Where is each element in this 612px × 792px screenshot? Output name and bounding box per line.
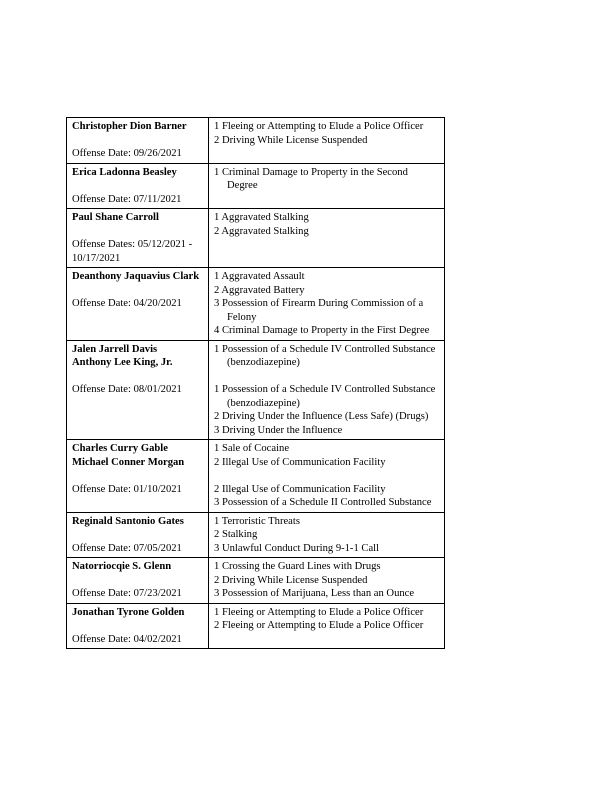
charge-line: 1 Terroristic Threats (214, 515, 300, 527)
charge-line: 1 Fleeing or Attempting to Elude a Police Officer (214, 606, 424, 618)
case-row (67, 118, 445, 164)
defendant-name: Deanthony Jaquavius Clark (72, 271, 200, 282)
charge-line: 1 Aggravated Stalking (214, 212, 309, 223)
charge-line: 2 Driving While License Suspended (214, 134, 368, 146)
charge-line: 2 Illegal Use of Communication Facility (214, 456, 386, 468)
defendant-cell (67, 209, 209, 268)
defendant-name: Michael Conner Morgan (72, 456, 185, 468)
case-row (67, 558, 445, 604)
defendant-name: Jonathan Tyrone Golden (72, 606, 185, 618)
case-row (67, 603, 445, 649)
charge-line: 3 Driving Under the Influence (214, 424, 343, 436)
offense-date: Offense Date: 07/11/2021 (72, 193, 182, 205)
defendant-cell (67, 558, 209, 604)
defendant-cell (67, 118, 209, 164)
case-row (67, 268, 445, 341)
defendant-name: Charles Curry Gable (72, 443, 168, 454)
charge-line: 3 Possession of a Schedule II Controlled Substance (214, 497, 432, 508)
charge-line: 1 Fleeing or Attempting to Elude a Police Officer (214, 121, 424, 132)
case-row (67, 440, 445, 513)
offense-date: Offense Date: 08/01/2021 (72, 384, 182, 395)
defendant-name: Anthony Lee King, Jr. (72, 357, 173, 368)
case-row (67, 340, 445, 440)
charge-line: 2 Stalking (214, 529, 258, 540)
charge-line: 1 Aggravated Assault (214, 271, 305, 282)
charge-line: 3 Possession of Firearm During Commission of a Felony (214, 298, 424, 323)
case-row (67, 512, 445, 558)
charge-line: 1 Possession of a Schedule IV Controlled Substance (benzodiazepine) (214, 343, 436, 368)
offense-date: Offense Date: 09/26/2021 (72, 148, 182, 159)
charge-line: 2 Driving While License Suspended (214, 574, 368, 586)
defendant-name: Natorriocqie S. Glenn (72, 561, 172, 572)
charge-line: 3 Possession of Marijuana, Less than an Ounce (214, 588, 415, 599)
charges-cell (209, 268, 445, 341)
offense-date: Offense Date: 07/05/2021 (72, 542, 182, 554)
charge-line: 1 Criminal Damage to Property in the Second Degree (214, 166, 408, 191)
charges-cell (209, 118, 445, 164)
group-spacer (214, 370, 440, 384)
defendant-name: Erica Ladonna Beasley (72, 166, 177, 178)
offense-date: Offense Date: 01/10/2021 (72, 483, 182, 495)
defendant-cell (67, 163, 209, 209)
charges-cell (209, 163, 445, 209)
charge-line: 1 Possession of a Schedule IV Controlled Substance (benzodiazepine) (214, 384, 436, 409)
defendant-name: Jalen Jarrell Davis (72, 343, 158, 355)
charge-line: 4 Criminal Damage to Property in the First Degree (214, 325, 430, 336)
defendant-cell (67, 440, 209, 513)
defendant-cell (67, 340, 209, 440)
case-row (67, 209, 445, 268)
charge-line: 2 Fleeing or Attempting to Elude a Police Officer (214, 620, 424, 631)
defendant-cell (67, 268, 209, 341)
defendant-cell (67, 603, 209, 649)
charge-line: 2 Aggravated Stalking (214, 225, 309, 237)
charges-cell (209, 209, 445, 268)
charges-table-body (67, 118, 445, 649)
defendant-name: Reginald Santonio Gates (72, 515, 184, 527)
offense-date: Offense Date: 04/02/2021 (72, 633, 182, 645)
charge-line: 2 Driving Under the Influence (Less Safe) (Drugs) (214, 411, 429, 422)
charge-line: 1 Crossing the Guard Lines with Drugs (214, 561, 381, 572)
defendant-name: Christopher Dion Barner (72, 121, 187, 132)
group-spacer (214, 469, 440, 483)
charges-cell (209, 558, 445, 604)
offense-date: Offense Dates: 05/12/2021 - 10/17/2021 (72, 239, 193, 264)
offense-date: Offense Date: 04/20/2021 (72, 298, 182, 309)
charges-cell (209, 440, 445, 513)
offense-date: Offense Date: 07/23/2021 (72, 588, 182, 599)
charge-line: 1 Sale of Cocaine (214, 443, 290, 454)
charges-cell (209, 340, 445, 440)
charges-cell (209, 603, 445, 649)
charge-line: 2 Illegal Use of Communication Facility (214, 483, 386, 495)
charge-line: 2 Aggravated Battery (214, 284, 305, 296)
charges-table (66, 117, 445, 649)
charge-line: 3 Unlawful Conduct During 9-1-1 Call (214, 542, 380, 554)
defendant-cell (67, 512, 209, 558)
charges-cell (209, 512, 445, 558)
defendant-name: Paul Shane Carroll (72, 212, 159, 223)
case-row (67, 163, 445, 209)
